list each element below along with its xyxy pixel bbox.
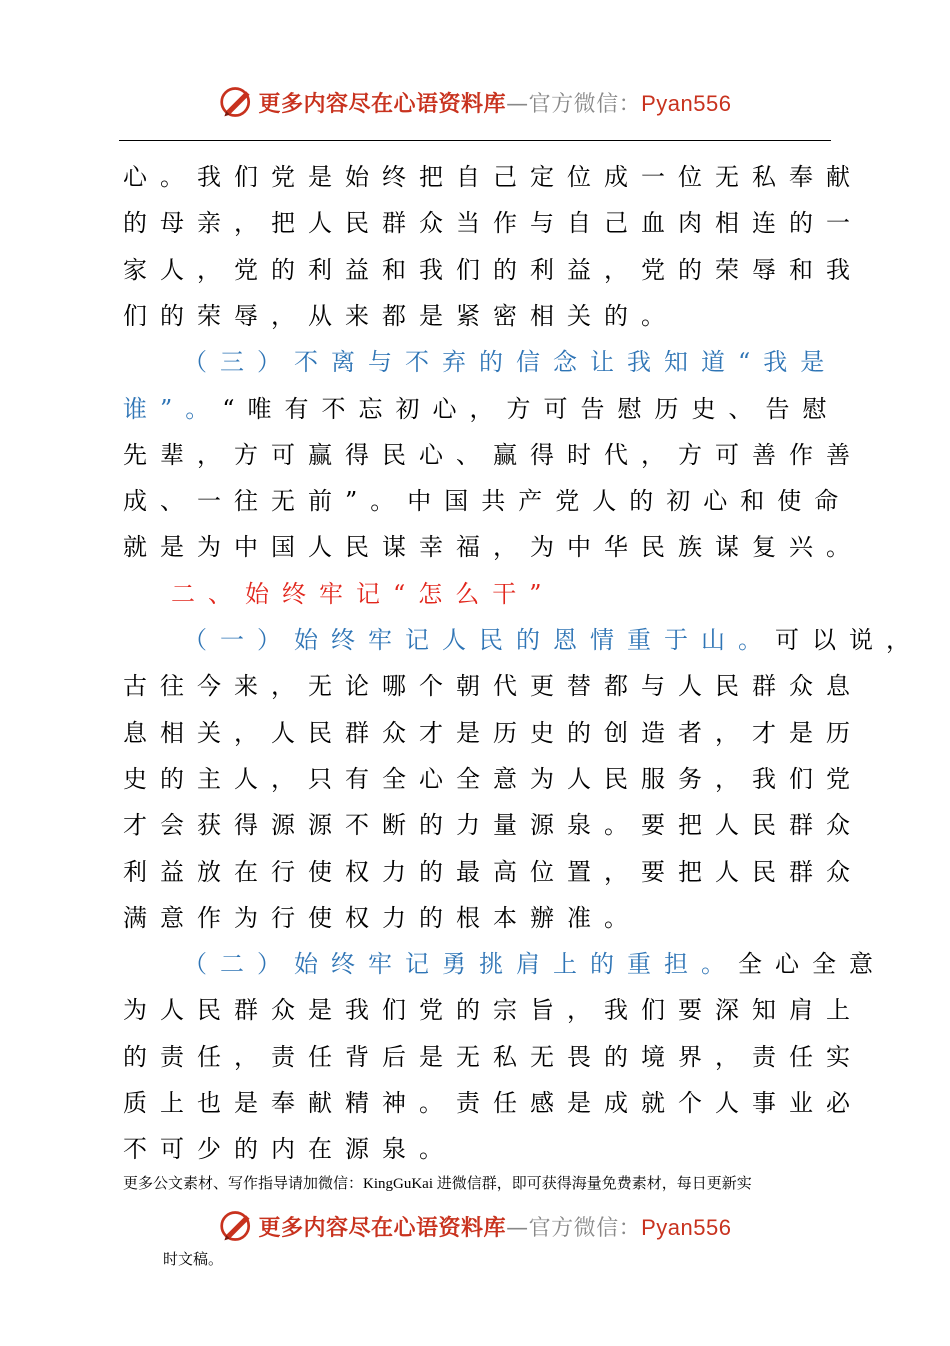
text-line: [123, 718, 863, 748]
subheading-text: （三）不离与不弃的信念让我知道“我是: [183, 348, 838, 377]
body-text: 质上也是奉献精神。责任感是成就个人事业必: [123, 1089, 863, 1117]
banner-id: Pyan556: [641, 90, 732, 116]
text-line: [123, 255, 863, 285]
body-text: 就是为中国人民谋幸福，为中华民族谋复兴。: [123, 533, 863, 562]
text-line: [123, 995, 863, 1025]
banner-text: [259, 1211, 732, 1242]
body-text: “唯有不忘初心，方可告慰历史、告慰: [222, 394, 840, 423]
text-line: [171, 579, 871, 609]
text-line: [123, 440, 863, 470]
subheading-text: （一）始终牢记人民的恩情重于山。: [183, 626, 775, 654]
body-text: 才会获得源源不断的力量源泉。要把人民群众: [123, 811, 863, 840]
text-line: [123, 1134, 823, 1164]
body-text: 的母亲，把人民群众当作与自己血肉相连的一: [123, 209, 863, 238]
body-text: 为人民群众是我们党的宗旨，我们要深知肩上: [123, 996, 863, 1025]
footer-note-line1: 更多公文素材、写作指导请加微信：KingGuKai 进微信群，即可获得海量免费素材，每日更新实: [123, 1176, 752, 1192]
footer-note-line2: 时文稿。: [163, 1252, 224, 1268]
banner-dash: —: [506, 1215, 529, 1241]
body-text: 不可少的内在源泉。: [123, 1135, 456, 1164]
text-line: [183, 625, 923, 655]
text-line: [123, 394, 840, 424]
body-text: 史的主人，只有全心全意为人民服务，我们党: [123, 764, 863, 793]
text-line: [123, 810, 863, 840]
body-text: 息相关，人民群众才是历史的创造者，才是历: [123, 718, 863, 747]
header-banner: [0, 84, 950, 120]
banner-title: 更多内容尽在心语资料库: [258, 91, 507, 117]
pen-logo-icon: [219, 1208, 255, 1244]
body-text: 利益放在行使权力的最高位置，要把人民群众: [123, 857, 863, 886]
subheading-text: 谁”。: [123, 394, 223, 423]
text-line: [123, 486, 852, 516]
banner-title: 更多内容尽在心语资料库: [258, 1215, 507, 1241]
text-line: [123, 903, 823, 933]
text-line: [183, 949, 886, 979]
body-text: 家人，党的利益和我们的利益，党的荣辱和我: [123, 255, 863, 284]
text-line: [123, 671, 863, 701]
banner-label: 官方微信：: [528, 1215, 642, 1241]
footer-banner: [0, 1208, 950, 1244]
banner-text: [259, 87, 732, 118]
text-line: [123, 208, 863, 238]
body-text: 满意作为行使权力的根本辦准。: [123, 903, 641, 932]
body-text: 们的荣辱，从来都是紧密相关的。: [123, 301, 678, 330]
text-line: [123, 1042, 863, 1072]
body-text: 先辈，方可赢得民心、赢得时代，方可善作善: [123, 440, 863, 469]
body-text: 古往今来，无论哪个朝代更替都与人民群众息: [123, 672, 863, 701]
text-line: [123, 532, 863, 562]
text-line: [123, 162, 863, 192]
text-line: [123, 301, 823, 331]
text-line: [123, 1088, 863, 1118]
body-text: 可以说，: [775, 626, 923, 654]
text-line: [183, 347, 883, 377]
subheading-text: （二）始终牢记勇挑肩上的重担。: [183, 950, 738, 979]
body-text: 的责任，责任背后是无私无畏的境界，责任实: [123, 1042, 863, 1071]
banner-id: Pyan556: [641, 1214, 732, 1240]
banner-dash: —: [506, 91, 529, 117]
pen-logo-icon: [219, 84, 255, 120]
section-heading: 二、始终牢记“怎么干”: [171, 579, 555, 608]
banner-label: 官方微信：: [528, 91, 642, 117]
body-text: 全心全意: [738, 950, 886, 979]
text-line: [123, 857, 863, 887]
body-text: 心。我们党是始终把自己定位成一位无私奉献: [123, 163, 863, 191]
header-rule: [119, 140, 831, 141]
text-line: [123, 764, 863, 794]
body-text: 成、一往无前”。中国共产党人的初心和使命: [123, 487, 852, 516]
